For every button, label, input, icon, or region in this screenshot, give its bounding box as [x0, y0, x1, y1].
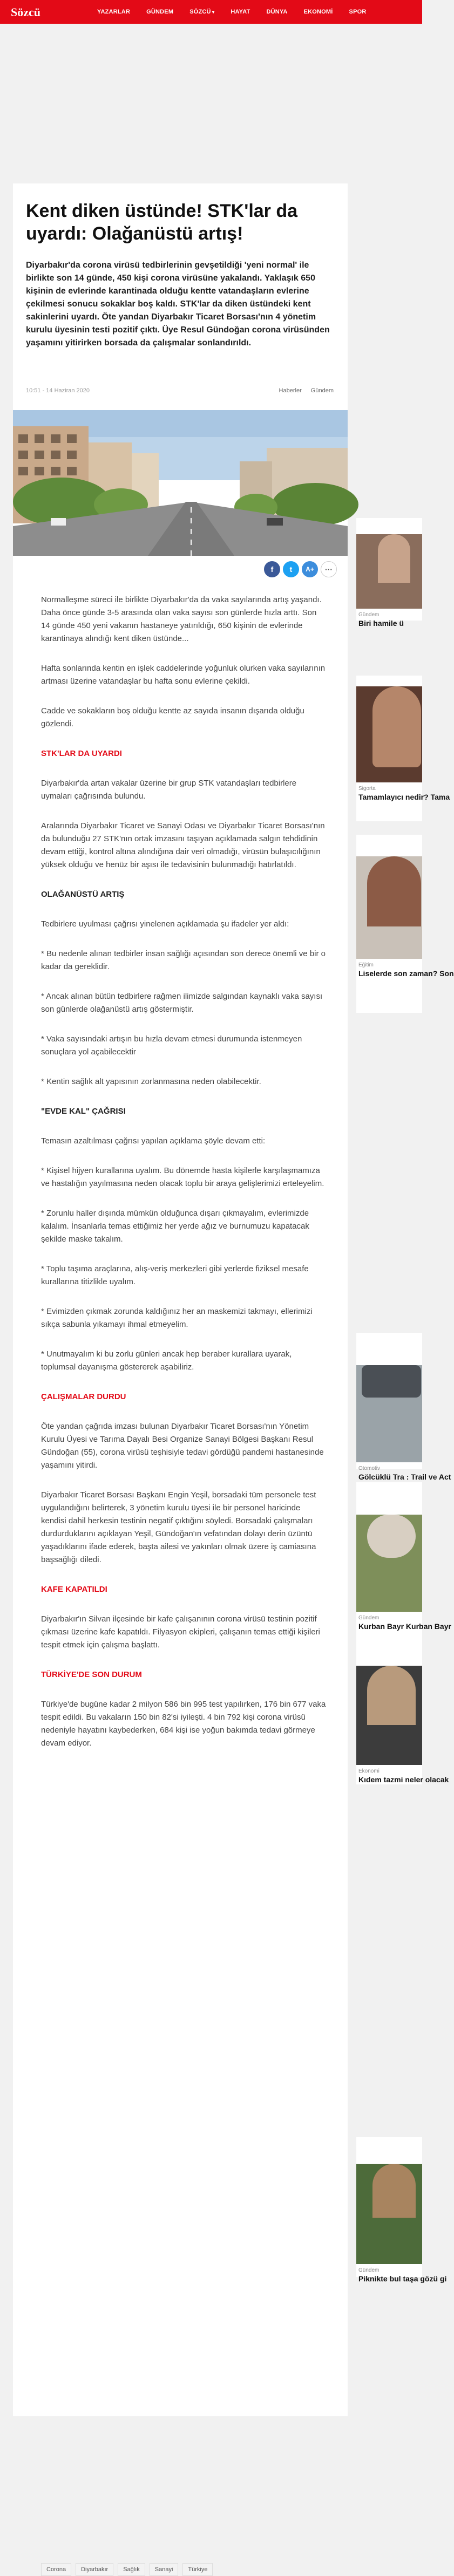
article-categories	[272, 387, 334, 394]
sidebar-card-title: Kurban Bayr Kurban Bayr	[358, 1622, 451, 1631]
article-paragraph: * Unutmayalım ki bu zorlu günleri ancak hep beraber kurallara uyarak, toplumsal dayanışma göstererek aşabiliriz.	[41, 1350, 292, 1372]
section-heading: ÇALIŞMALAR DURDU	[41, 1392, 126, 1401]
article-body	[41, 594, 327, 1767]
sidebar-card-title: Piknikte bul taşa gözü gi	[358, 2274, 447, 2283]
nav-item-spor[interactable]: SPOR	[349, 9, 367, 15]
article-paragraph: Aralarında Diyarbakır Ticaret ve Sanayi Odası ve Diyarbakır Ticaret Borsası'nın da bulunduğu 27 STK'nın ortak imzasını taşıyan açıklamada salgın tehdidinin devam ettiği, kontrol altına alındığına dair veri olmadığı, virüsün bulaşıcılığının yüksek olduğu ve henüz bir aşısı ile tedavisinin bulunmadığı hatırlatıldı.	[41, 821, 325, 869]
article-paragraph: * Bu nedenle alınan tedbirler insan sağlığı açısından son derece önemli ve bir o kadar da gereklidir.	[41, 949, 326, 971]
article-hero-image	[13, 410, 348, 556]
tag-saglik[interactable]: Sağlık	[118, 2563, 145, 2576]
sidebar-card-title: Gölcüklü Tra : Trail ve Act	[358, 1473, 451, 1481]
article-paragraph: Diyarbakır'ın Silvan ilçesinde bir kafe çalışanının corona virüsü testinin pozitif çıkması üzerine kafe kapatıldı. Filyasyon ekipleri, çalışanın temas ettiği kişileri tespit etmek için çalışma başlattı.	[41, 1614, 320, 1650]
news-thumbnail	[356, 856, 422, 959]
sidebar-news-card[interactable]	[356, 518, 422, 628]
nav-item-dunya[interactable]: DÜNYA	[266, 9, 288, 15]
category-link-haberler[interactable]: Haberler	[279, 387, 302, 394]
sidebar-card-category: Gündem	[358, 2267, 380, 2273]
share-buttons	[261, 561, 337, 577]
news-thumbnail-figure	[367, 1515, 416, 1558]
article-paragraph: * Evimizden çıkmak zorunda kaldığınız her an maskemizi takmayı, ellerimizi sıkça sabunla yıkamayı ihmal etmeyelim.	[41, 1307, 313, 1329]
sidebar-news-card[interactable]	[356, 1644, 449, 1784]
nav-item-sozcu[interactable]	[189, 9, 214, 15]
news-thumbnail	[356, 1515, 422, 1612]
article-paragraph: * Ancak alınan bütün tedbirlere rağmen ilimizde salgından kaynaklı vaka sayısı son günlerde olağanüstü artış göstermiştir.	[41, 992, 323, 1014]
article-paragraph: * Kentin sağlık alt yapısının zorlanmasına neden olabilecektir.	[41, 1077, 261, 1086]
tag-list	[41, 2563, 217, 2576]
nav-item-sozcu-label: SÖZCÜ	[189, 9, 211, 15]
sidebar-card-title: Liselerde son zaman? Son	[358, 969, 454, 978]
article-date: 10:51 - 14 Haziran 2020	[26, 387, 90, 394]
news-thumbnail-figure	[367, 856, 421, 926]
article-title: Kent diken üstünde! STK'lar da uyardı: Olağanüstü artış!	[26, 201, 298, 244]
tag-turkiye[interactable]: Türkiye	[182, 2563, 213, 2576]
news-thumbnail	[356, 1365, 422, 1462]
sidebar-card-title: Biri hamile ü	[358, 619, 404, 628]
article-paragraph: Normalleşme süreci ile birlikte Diyarbakır'da da vaka sayılarında artış yaşandı. Daha önce günde 3-5 arasında olan vaka sayısı son günlerde hızla arttı. Son 14 günde 450 yeni vakanın hastaneye yatırıldığı, 650 kişinin de evlerinde karantinaya alındığı kent diken üstünde...	[41, 595, 322, 643]
tag-diyarbakir[interactable]: Diyarbakır	[76, 2563, 113, 2576]
section-heading: TÜRKİYE'DE SON DURUM	[41, 1670, 142, 1679]
news-thumbnail-figure	[372, 2164, 416, 2218]
article-meta	[26, 387, 334, 398]
news-thumbnail-figure	[378, 534, 410, 583]
article-paragraph: * Zorunlu haller dışında mümkün olduğunca dışarı çıkmayalım, evlerimizde kalalım. İnsanlarla temas ettiğimiz her yerde ağız ve burnumuzu kapatacak şekilde maske takalım.	[41, 1209, 309, 1244]
sidebar-card-category: Otomotiv	[358, 1466, 381, 1471]
article-paragraph: Öte yandan çağrıda imzası bulunan Diyarbakır Ticaret Borsası'nın Yönetim Kurulu Üyesi ve Tarıma Dayalı Besi Organize Sanayi Bölgesi Başkanı Resul Gündoğan (55), corona virüsü teşhisiyle tedavi gördüğü pandemi hastanesinde yaşamını yitirdi.	[41, 1422, 324, 1470]
sidebar-news-card[interactable]	[356, 676, 450, 821]
article-paragraph: Cadde ve sokakların boş olduğu kentte az sayıda insanın dışarıda olduğu gözlendi.	[41, 706, 304, 728]
top-navbar	[0, 0, 422, 24]
sidebar-card-category: Gündem	[358, 1615, 380, 1621]
section-heading: "EVDE KAL" ÇAĞRISI	[41, 1107, 126, 1116]
facebook-share-icon[interactable]: f	[264, 561, 280, 577]
sidebar-news-card[interactable]	[356, 1482, 451, 1644]
article-paragraph: * Kişisel hijyen kurallarına uyalım. Bu dönemde hasta kişilerle karşılaşmamıza ve hastalığın yayılmasına neden olacak toplu bir araya gelişlerimizi erteleyelim.	[41, 1166, 324, 1188]
sidebar-card-title: Kıdem tazmi neler olacak	[358, 1775, 449, 1784]
twitter-share-icon[interactable]: t	[283, 561, 299, 577]
sidebar-news-card[interactable]	[356, 1333, 451, 1481]
article-paragraph: Hafta sonlarında kentin en işlek caddelerinde yoğunluk olurken vaka sayılarının artması üzerine vatandaşlar bu hafta sonu evlerine çekildi.	[41, 664, 326, 686]
article-card	[13, 183, 348, 2573]
nav-item-ekonomi[interactable]: EKONOMİ	[303, 9, 333, 15]
news-thumbnail	[356, 1666, 422, 1765]
news-thumbnail	[356, 686, 422, 782]
nav-item-hayat[interactable]: HAYAT	[231, 9, 250, 15]
news-thumbnail-figure	[372, 686, 421, 767]
article-paragraph: Tedbirlere uyulması çağrısı yinelenen açıklamada şu ifadeler yer aldı:	[41, 919, 289, 929]
tag-corona[interactable]: Corona	[41, 2563, 71, 2576]
sidebar-news-card[interactable]	[356, 2137, 447, 2283]
site-logo[interactable]: Sözcü	[11, 5, 40, 19]
street-photo-illustration	[13, 410, 348, 556]
news-thumbnail-figure	[362, 1365, 421, 1398]
section-heading: KAFE KAPATILDI	[41, 1585, 107, 1594]
sidebar-card-category: Gündem	[358, 612, 380, 618]
sidebar-card-title: Tamamlayıcı nedir? Tama	[358, 793, 450, 801]
main-nav	[97, 0, 383, 24]
category-link-gundem[interactable]: Gündem	[310, 387, 334, 394]
article-paragraph: * Toplu taşıma araçlarına, alış-veriş merkezleri gibi yerlerde fiziksel mesafe kurallarına titizlikle uyalım.	[41, 1264, 309, 1286]
sidebar-card-category: Eğitim	[358, 962, 374, 968]
article-paragraph: Temasın azaltılması çağrısı yapılan açıklama şöyle devam etti:	[41, 1136, 266, 1146]
chevron-down-icon: ▾	[212, 9, 215, 15]
news-thumbnail-figure	[367, 1666, 416, 1725]
tag-sanayi[interactable]: Sanayi	[150, 2563, 179, 2576]
article-paragraph: Diyarbakır'da artan vakalar üzerine bir grup STK vatandaşları tedbirlere uymaları çağrısında bulundu.	[41, 779, 297, 801]
section-heading: STK'LAR DA UYARDI	[41, 749, 122, 758]
nav-item-gundem[interactable]: GÜNDEM	[146, 9, 174, 15]
sidebar-card-category: Ekonomi	[358, 1768, 380, 1774]
more-options-icon[interactable]: ···	[321, 561, 337, 577]
news-thumbnail	[356, 534, 422, 609]
article-paragraph: * Vaka sayısındaki artışın bu hızla devam etmesi durumunda istenmeyen sonuçlara yol açabilecektir	[41, 1034, 302, 1057]
article-paragraph: Diyarbakır Ticaret Borsası Başkanı Engin Yeşil, borsadaki tüm personele test uygulandığını belirterek, 3 yönetim kurulu üyesi ile bir personel haricinde kendisi dahil herkesin testinin negatif çıktığını söyledi. Borsadaki çalışmaları durdurduklarını açıklayan Yeşil, Gündoğan'ın vefatından dolayı derin üzüntü yaşadıklarını ifade ederek, başta ailesi ve yakınları olmak üzere iş camiasına başsağlığı diledi.	[41, 1490, 316, 1564]
sidebar-news-card[interactable]	[356, 835, 454, 1013]
nav-item-yazarlar[interactable]: YAZARLAR	[97, 9, 131, 15]
font-size-icon[interactable]: A+	[302, 561, 318, 577]
article-summary: Diyarbakır'da corona virüsü tedbirlerinin gevşetildiği 'yeni normal' ile birlikte son 14 günde, 450 kişi corona virüsüne yakalandı. Yaklaşık 650 kişinin de evlerinde karantinada olduğu kentte vatandaşların evlerine çekilmesi sonucu sokaklar boş kaldı. STK'lar da diken üstündeki kent sakinlerini uyardı. Öte yandan Diyarbakır Ticaret Borsası'nın 4 yönetim kurulu üyesinin testi pozitif çıktı. Üye Resul Gündoğan corona virüsünden yaşamını yitirirken borsada da çalışmalar sonlandırıldı.	[26, 261, 330, 347]
news-thumbnail	[356, 2164, 422, 2264]
article-paragraph: Türkiye'de bugüne kadar 2 milyon 586 bin 995 test yapılırken, 176 bin 677 vaka tespit edildi. Bu vakaların 150 bin 82'si iyileşti. 4 bin 792 kişi corona virüsü nedeniyle hayatını kaybederken, 684 kişi ise yoğun bakımda tedavi görmeye devam ediyor.	[41, 1700, 326, 1748]
sidebar-card-category: Sigorta	[358, 786, 376, 792]
section-heading: OLAĞANÜSTÜ ARTIŞ	[41, 890, 125, 899]
